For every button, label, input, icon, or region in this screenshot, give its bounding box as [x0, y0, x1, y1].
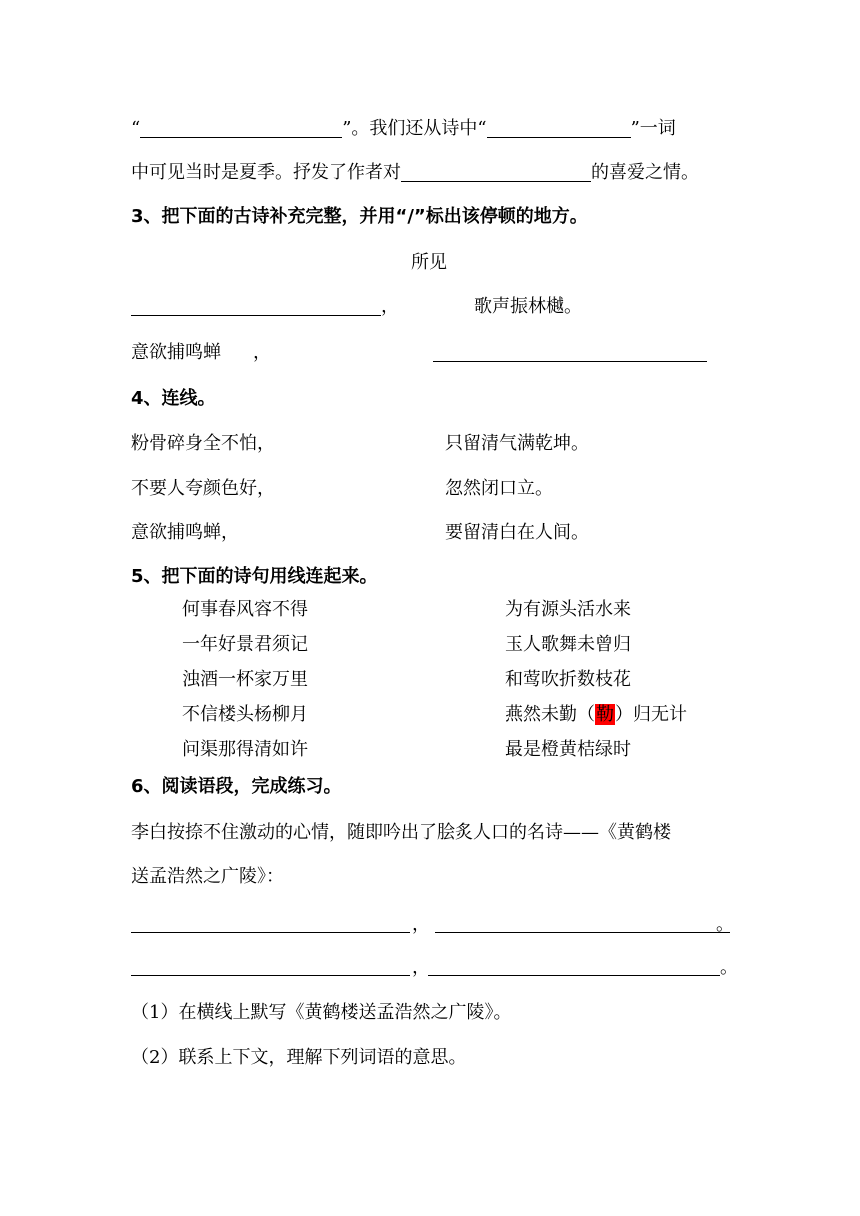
poem-title: 所见 [411, 252, 447, 273]
q5-right-3: 和莺吹折数枝花 [505, 669, 631, 690]
recite-blank-1[interactable] [131, 932, 410, 933]
q3-heading: 3、把下面的古诗补充完整，并用“/”标出该停顿的地方。 [131, 206, 588, 227]
poem-line1-right: 歌声振林樾。 [474, 296, 582, 317]
q5-left-4: 不信楼头杨柳月 [182, 704, 308, 725]
highlighted-char: 勒 [596, 704, 614, 725]
q5-left-2: 一年好景君须记 [182, 634, 308, 655]
q4-left-2: 不要人夸颜色好， [131, 478, 275, 499]
q2-line2-end: 的喜爱之情。 [591, 162, 699, 183]
answer-blank-2[interactable] [487, 119, 631, 138]
q5-right-4 [505, 706, 687, 724]
q5-left-3: 浊酒一杯家万里 [182, 669, 308, 690]
q5-heading: 5、把下面的诗句用线连起来。 [131, 566, 378, 587]
q4-right-1: 只留清气满乾坤。 [445, 433, 589, 454]
q4-left-1: 粉骨碎身全不怕， [131, 433, 275, 454]
q2-line2-start: 中可见当时是夏季。抒发了作者对 [131, 162, 401, 183]
q5-left-5: 问渠那得清如许 [182, 739, 308, 760]
q5-right-2: 玉人歌舞未曾归 [505, 634, 631, 655]
recite-period-1: 。 [716, 914, 734, 935]
q4-left-3: 意欲捕鸣蝉， [131, 522, 239, 543]
recite-blank-2[interactable] [435, 932, 730, 933]
poem-line2-left: 意欲捕鸣蝉 [131, 342, 221, 363]
poem-blank-line2[interactable] [433, 361, 707, 362]
poem-line1-comma: ， [381, 296, 399, 317]
q4-right-2: 忽然闭口立。 [445, 478, 553, 499]
q2-line1 [131, 119, 676, 138]
answer-blank-3[interactable] [401, 163, 591, 182]
q6-sub2: （2）联系上下文，理解下列词语的意思。 [131, 1047, 467, 1068]
q6-sub1: （1）在横线上默写《黄鹤楼送孟浩然之广陵》。 [131, 1002, 512, 1023]
q4-right-3: 要留清白在人间。 [445, 522, 589, 543]
q2-line1-end: ”一词 [630, 118, 676, 139]
recite-comma-2: ， [412, 957, 430, 978]
answer-blank-1[interactable] [140, 119, 342, 138]
q5-right-5: 最是橙黄桔绿时 [505, 739, 631, 760]
q5-right-4-head: 燕然未勤（ [505, 704, 595, 725]
q2-line1-mid: ”。我们还从诗中“ [342, 118, 487, 139]
q6-para-line1: 李白按捺不住激动的心情，随即吟出了脍炙人口的名诗——《黄鹤楼 [131, 822, 671, 843]
poem-line2-comma: ， [253, 342, 271, 363]
poem-blank-line1[interactable] [131, 315, 381, 316]
q6-heading: 6、阅读语段，完成练习。 [131, 776, 342, 797]
q6-para-line2: 送孟浩然之广陵》： [131, 866, 284, 887]
open-quote: “ [131, 118, 141, 139]
q5-right-1: 为有源头活水来 [505, 599, 631, 620]
q2-line2 [131, 163, 699, 182]
recite-blank-4[interactable] [428, 975, 720, 976]
q5-right-4-tail: ）归无计 [615, 704, 687, 725]
recite-comma-1: ， [412, 914, 430, 935]
recite-blank-3[interactable] [131, 975, 410, 976]
q4-heading: 4、连线。 [131, 388, 216, 409]
recite-period-2: 。 [720, 957, 738, 978]
q5-left-1: 何事春风容不得 [182, 599, 308, 620]
